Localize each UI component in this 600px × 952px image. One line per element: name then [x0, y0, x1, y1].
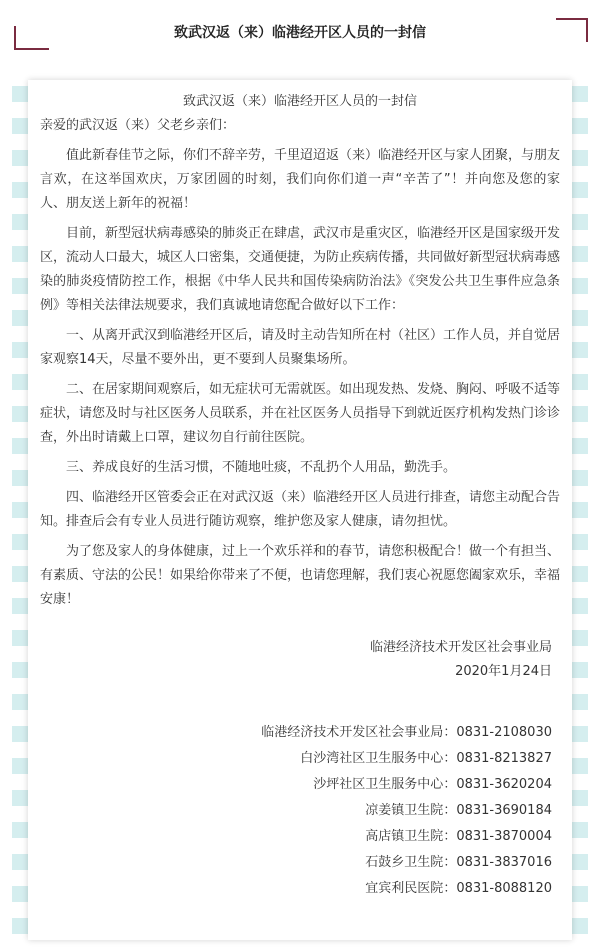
- contact-name: 高店镇卫生院: [365, 829, 444, 844]
- contact-name: 凉姜镇卫生院: [365, 803, 444, 818]
- contact-row: 宜宾利民医院：0831-8088120: [365, 881, 552, 896]
- contact-name: 沙坪社区卫生服务中心: [313, 777, 444, 792]
- contact-row: 石鼓乡卫生院：0831-3837016: [365, 855, 552, 870]
- letter-paragraph-7: 为了您及家人的身体健康，过上一个欢乐祥和的春节，请您积极配合！做一个有担当、有素质、守法的公民！如果给你带来了不便，也请您理解，我们衷心祝愿您阖家欢乐，幸福安康！: [40, 544, 561, 607]
- signature-date: 2020年1月24日: [455, 664, 552, 679]
- letter-paragraph-2: 目前，新型冠状病毒感染的肺炎正在肆虐，武汉市是重灾区，临港经开区是国家级开发区，流动人口最大，城区人口密集，交通便捷，为防止疾病传播，共同做好新型冠状病毒感染的肺炎疫情防控工作，根据《中华人民共和国传染病防治法》《突发公共卫生事件应急条例》等相关法律法规要求，我们真诚地请您配合做好以下工作：: [40, 226, 561, 313]
- contact-phone: 0831-3690184: [456, 803, 552, 818]
- contact-phone: 0831-3870004: [456, 829, 552, 844]
- letter-paragraph-4: 二、在居家期间观察后，如无症状可无需就医。如出现发热、发烧、胸闷、呼吸不适等症状，请您及时与社区医务人员联系，并在社区医务人员指导下到就近医疗机构发热门诊诊查，外出时请戴上口罩，建议勿自行前往医院。: [40, 382, 561, 445]
- signature-org: 临港经济技术开发区社会事业局: [369, 640, 552, 655]
- contact-row: 临港经济技术开发区社会事业局：0831-2108030: [261, 725, 552, 740]
- contact-phone: 0831-3620204: [456, 777, 552, 792]
- contact-phone: 0831-3837016: [456, 855, 552, 870]
- letter-card: [28, 80, 572, 940]
- contact-name: 石鼓乡卫生院: [365, 855, 444, 870]
- letter-greeting: 亲爱的武汉返（来）父老乡亲们：: [40, 118, 236, 133]
- contact-name: 白沙湾社区卫生服务中心: [300, 751, 444, 766]
- contact-phone: 0831-2108030: [456, 725, 552, 740]
- contact-row: 高店镇卫生院：0831-3870004: [365, 829, 552, 844]
- contact-list: [40, 720, 560, 902]
- contact-phone: 0831-8213827: [456, 751, 552, 766]
- contact-row: 凉姜镇卫生院：0831-3690184: [365, 803, 552, 818]
- contact-name: 宜宾利民医院: [365, 881, 444, 896]
- letter-paragraph-3: 一、从离开武汉到临港经开区后，请及时主动告知所在村（社区）工作人员，并自觉居家观察14天，尽量不要外出，更不要到人员聚集场所。: [40, 328, 561, 367]
- letter-paragraph-5: 三、养成良好的生活习惯，不随地吐痰，不乱扔个人用品，勤洗手。: [66, 460, 457, 475]
- contact-phone: 0831-8088120: [456, 881, 552, 896]
- letter-title: 致武汉返（来）临港经开区人员的一封信: [182, 94, 417, 109]
- contact-row: 白沙湾社区卫生服务中心：0831-8213827: [300, 751, 552, 766]
- letter-paragraph-1: 值此新春佳节之际，你们不辞辛劳，千里迢迢返（来）临港经开区与家人团聚，与朋友言欢，在这举国欢庆，万家团圆的时刻，我们向你们道一声“辛苦了”！并向您及您的家人、朋友送上新年的祝福！: [40, 148, 561, 211]
- letter-paragraph-6: 四、临港经开区管委会正在对武汉返（来）临港经开区人员进行排查，请您主动配合告知。排查后会有专业人员进行随访观察，维护您及家人健康，请勿担忧。: [40, 490, 561, 529]
- contact-name: 临港经济技术开发区社会事业局: [261, 725, 444, 740]
- contact-row: 沙坪社区卫生服务中心：0831-3620204: [313, 777, 552, 792]
- page-title: 致武汉返（来）临港经开区人员的一封信: [174, 25, 426, 41]
